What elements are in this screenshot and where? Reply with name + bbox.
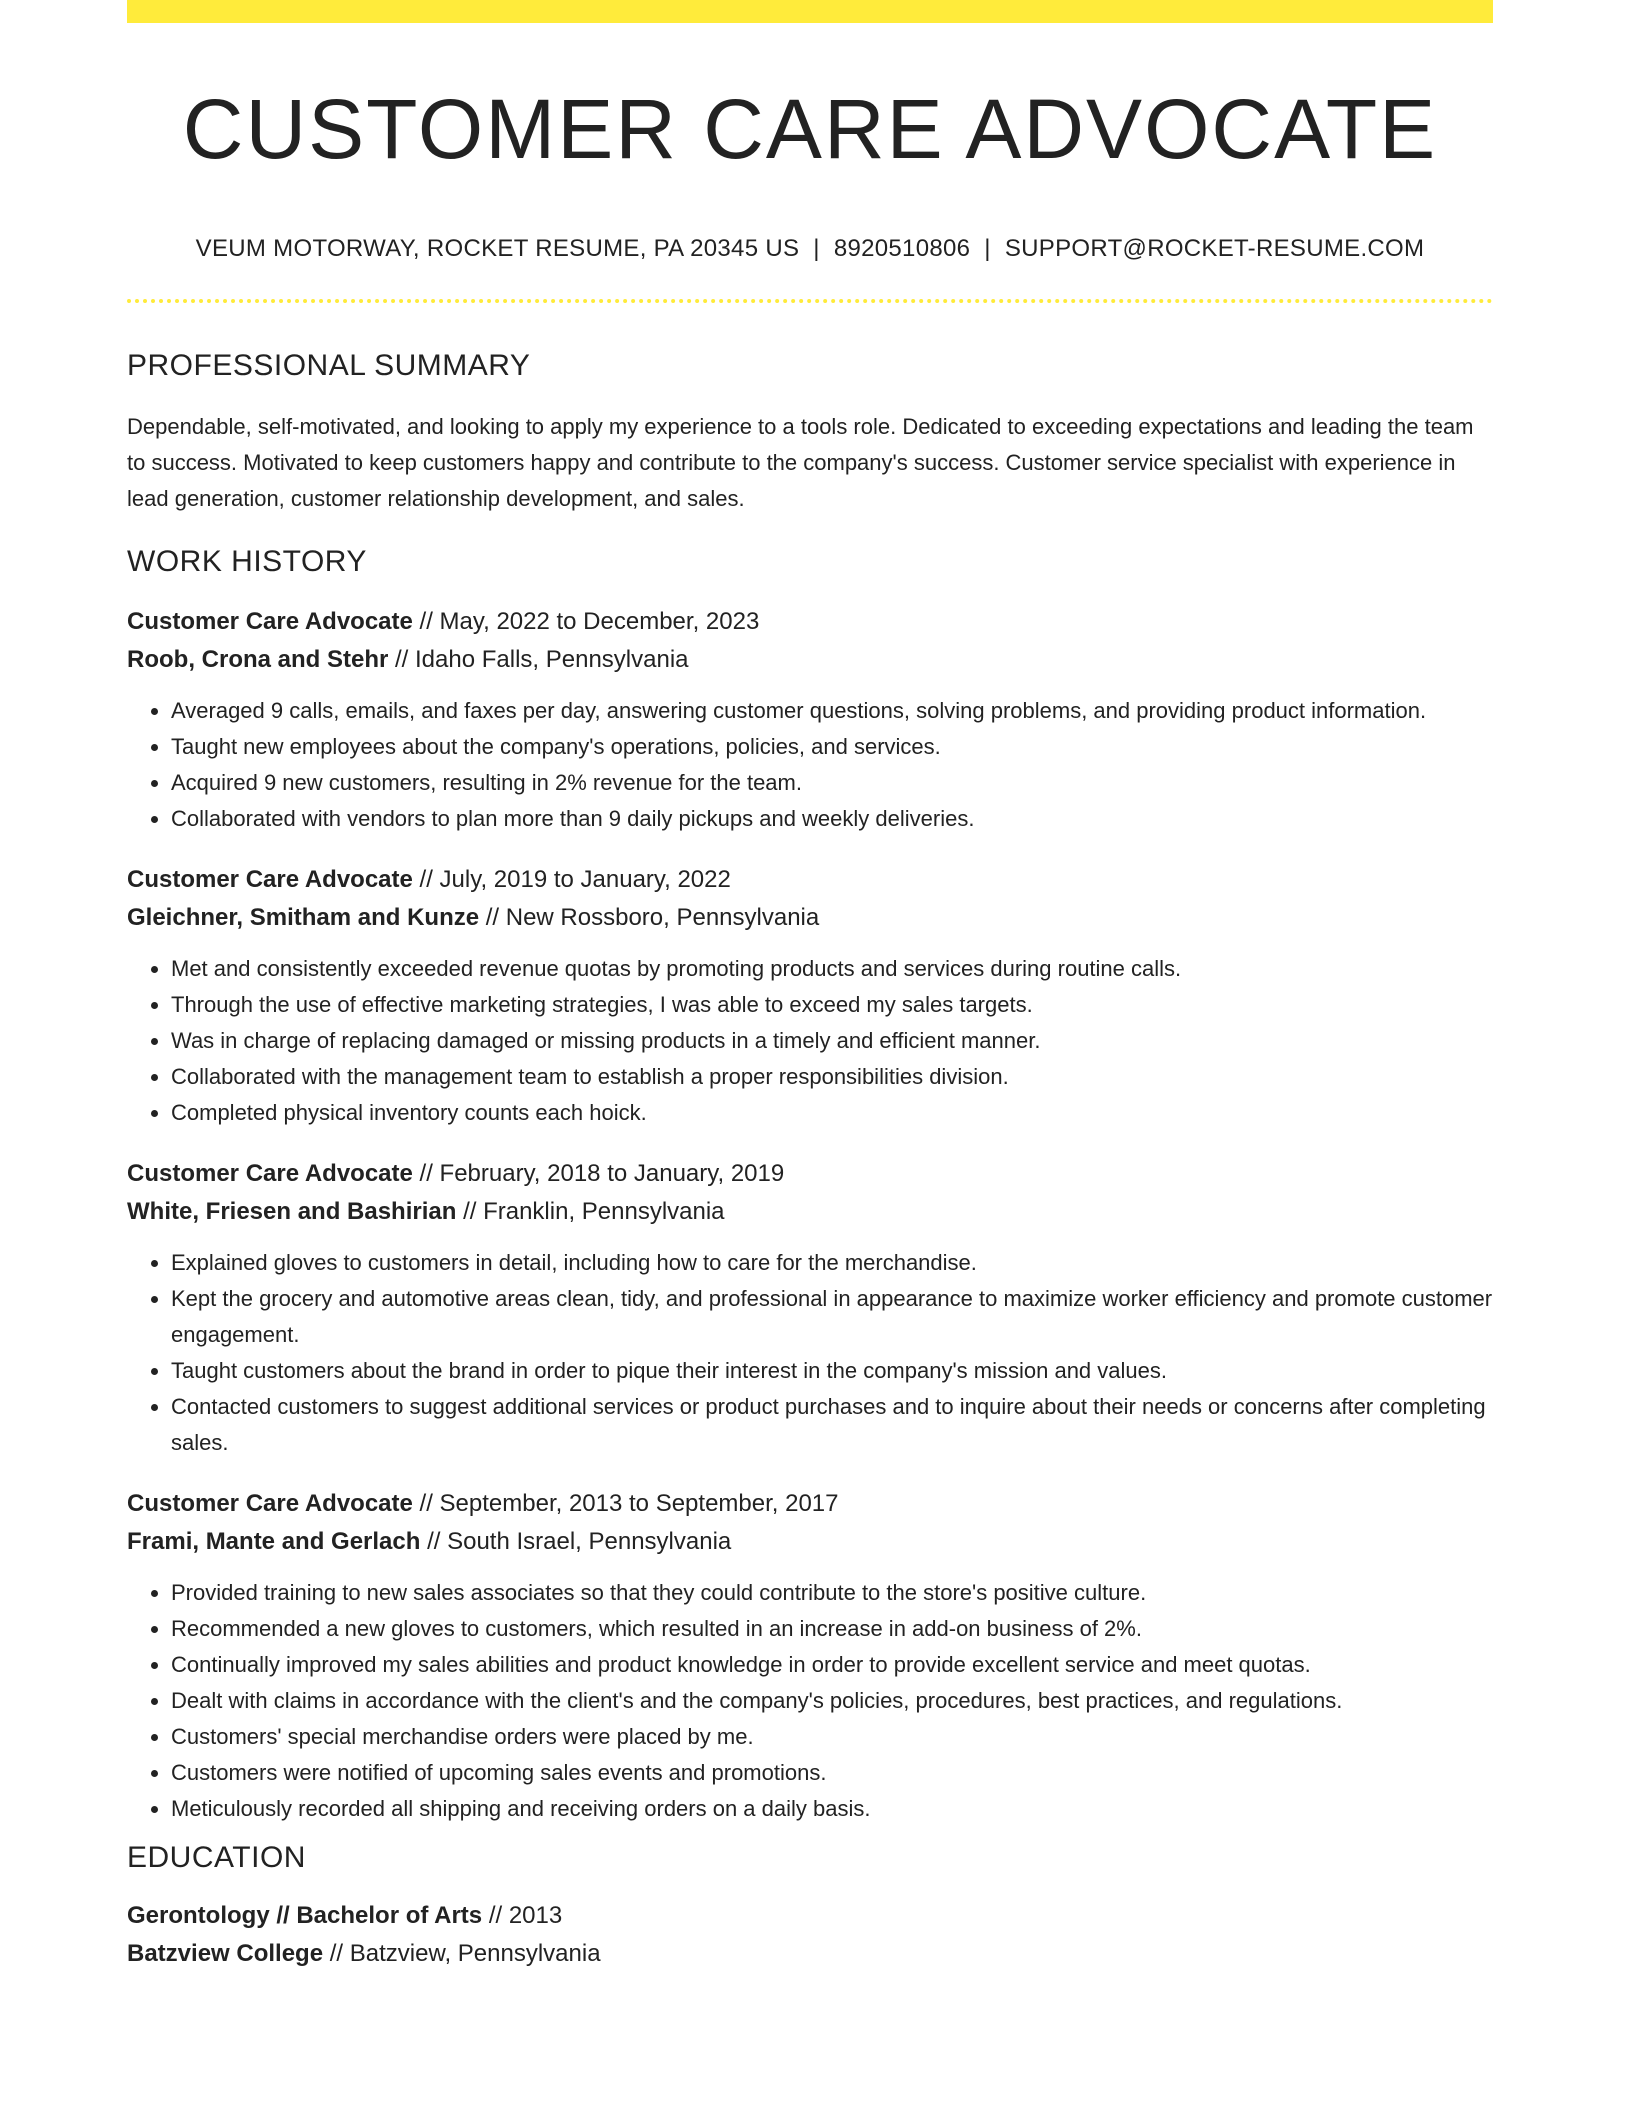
job-bullet: • Customers were notified of upcoming sales events and promotions. <box>171 1755 1493 1791</box>
job-dates: // May, 2022 to December, 2023 <box>412 608 760 636</box>
education-school-line <box>127 1935 1493 1973</box>
job-dates: // September, 2013 to September, 2017 <box>412 1490 839 1518</box>
job-dates: // July, 2019 to January, 2022 <box>412 866 731 894</box>
job-company-line <box>127 1523 1493 1561</box>
contact-address: VEUM MOTORWAY, ROCKET RESUME, PA 20345 US <box>195 235 800 263</box>
contact-separator: | <box>984 235 991 263</box>
job-bullet-list <box>127 951 1493 1131</box>
job-bullet: • Provided training to new sales associates so that they could contribute to the store's positive culture. <box>171 1575 1493 1611</box>
contact-phone: 8920510806 <box>833 235 971 263</box>
job-bullet: • Kept the grocery and automotive areas clean, tidy, and professional in appearance to maximize worker efficiency and promote customer engagement. <box>171 1281 1493 1353</box>
job-location: // Franklin, Pennsylvania <box>456 1198 725 1226</box>
resume-name: CUSTOMER CARE ADVOCATE <box>182 82 1438 176</box>
job-role: Customer Care Advocate <box>127 1160 413 1188</box>
job-title-line <box>127 861 1493 899</box>
job-bullet: • Taught customers about the brand in order to pique their interest in the company's mission and values. <box>171 1353 1493 1389</box>
job-dates: // February, 2018 to January, 2019 <box>412 1160 785 1188</box>
accent-top-bar <box>127 0 1493 23</box>
job-location: // New Rossboro, Pennsylvania <box>479 904 820 932</box>
job-title-line <box>127 1155 1493 1193</box>
job-entry <box>127 861 1493 1131</box>
job-bullet: • Customers' special merchandise orders were placed by me. <box>171 1719 1493 1755</box>
job-bullet: • Meticulously recorded all shipping and receiving orders on a daily basis. <box>171 1791 1493 1827</box>
job-company: Gleichner, Smitham and Kunze <box>127 904 480 932</box>
job-location: // Idaho Falls, Pennsylvania <box>388 646 689 674</box>
job-title-line <box>127 1485 1493 1523</box>
education-degree-line <box>127 1897 1493 1935</box>
job-role: Customer Care Advocate <box>127 1490 413 1518</box>
education-entry <box>127 1897 1493 1973</box>
job-bullet: • Completed physical inventory counts each hoick. <box>171 1095 1493 1131</box>
job-bullet-list <box>127 1245 1493 1461</box>
job-company: White, Friesen and Bashirian <box>127 1198 457 1226</box>
job-bullet-list <box>127 693 1493 837</box>
education-location: // Batzview, Pennsylvania <box>323 1940 601 1968</box>
job-bullet: • Averaged 9 calls, emails, and faxes per day, answering customer questions, solving problems, and providing product information. <box>171 693 1493 729</box>
contact-email[interactable]: SUPPORT@ROCKET-RESUME.COM <box>1004 235 1425 263</box>
job-bullet: • Contacted customers to suggest additional services or product purchases and to inquire about their needs or concerns after completing sales. <box>171 1389 1493 1461</box>
job-bullet: • Was in charge of replacing damaged or missing products in a timely and efficient manner. <box>171 1023 1493 1059</box>
job-bullet: • Collaborated with the management team to establish a proper responsibilities division. <box>171 1059 1493 1095</box>
resume-page <box>127 0 1493 1973</box>
job-bullet: • Dealt with claims in accordance with the client's and the company's policies, procedures, best practices, and regulations. <box>171 1683 1493 1719</box>
education-school: Batzview College <box>127 1940 324 1968</box>
job-bullet: • Taught new employees about the company's operations, policies, and services. <box>171 729 1493 765</box>
dotted-divider <box>127 299 1493 303</box>
job-company-line <box>127 899 1493 937</box>
job-title-line <box>127 603 1493 641</box>
job-company: Frami, Mante and Gerlach <box>127 1528 421 1556</box>
contact-separator: | <box>813 235 820 263</box>
job-bullet: • Recommended a new gloves to customers, which resulted in an increase in add-on business of 2%. <box>171 1611 1493 1647</box>
education-year: // 2013 <box>482 1902 563 1930</box>
job-company: Roob, Crona and Stehr <box>127 646 389 674</box>
job-entry <box>127 603 1493 837</box>
work-history-heading: WORK HISTORY <box>127 545 367 579</box>
summary-heading: PROFESSIONAL SUMMARY <box>127 349 531 383</box>
job-bullet: • Met and consistently exceeded revenue quotas by promoting products and services during routine calls. <box>171 951 1493 987</box>
summary-text: Dependable, self-motivated, and looking to apply my experience to a tools role. Dedicated to exceeding expectations and leading the team to success. Motivated to keep customers happy and contribute to the company's success. Customer service specialist with experience in lead generation, customer relationship development, and sales. <box>127 414 1474 512</box>
education-heading: EDUCATION <box>127 1841 306 1875</box>
job-entry <box>127 1155 1493 1461</box>
contact-line <box>127 235 1493 263</box>
job-company-line <box>127 1193 1493 1231</box>
education-degree: Gerontology // Bachelor of Arts <box>127 1902 483 1930</box>
job-location: // South Israel, Pennsylvania <box>420 1528 732 1556</box>
job-bullet: • Acquired 9 new customers, resulting in 2% revenue for the team. <box>171 765 1493 801</box>
job-bullet: • Through the use of effective marketing strategies, I was able to exceed my sales targets. <box>171 987 1493 1023</box>
job-company-line <box>127 641 1493 679</box>
job-bullet-list <box>127 1575 1493 1827</box>
job-entry <box>127 1485 1493 1827</box>
job-role: Customer Care Advocate <box>127 866 413 894</box>
work-history-list <box>127 603 1493 1827</box>
job-role: Customer Care Advocate <box>127 608 413 636</box>
job-bullet: • Explained gloves to customers in detail, including how to care for the merchandise. <box>171 1245 1493 1281</box>
job-bullet: • Collaborated with vendors to plan more than 9 daily pickups and weekly deliveries. <box>171 801 1493 837</box>
job-bullet: • Continually improved my sales abilities and product knowledge in order to provide excellent service and meet quotas. <box>171 1647 1493 1683</box>
